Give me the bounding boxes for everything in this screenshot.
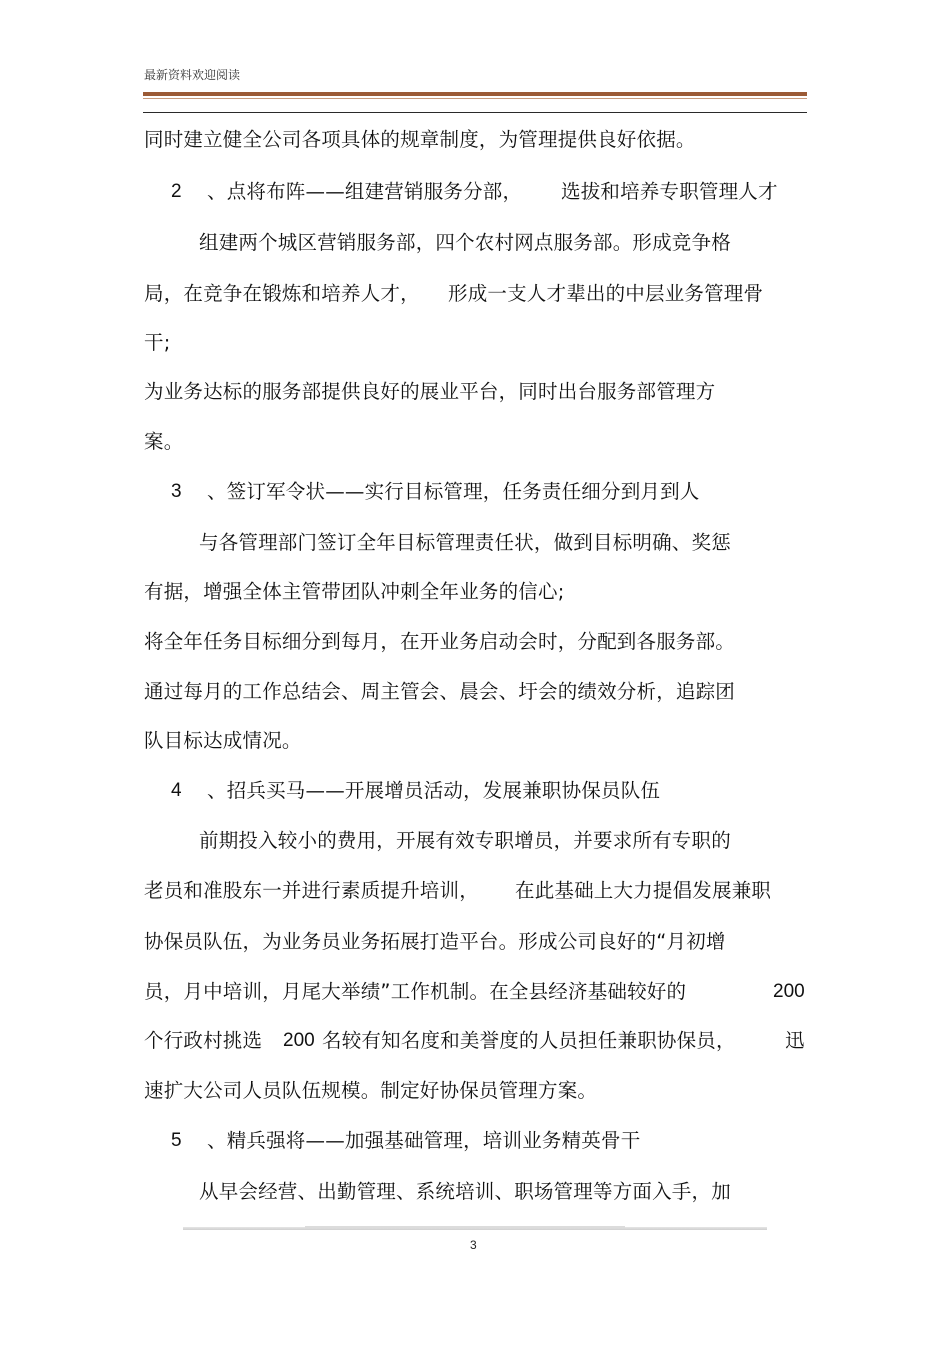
paragraph-line: 从早会经营、出勤管理、系统培训、职场管理等方面入手，加 — [199, 1180, 731, 1203]
paragraph-line: 干; — [144, 331, 171, 354]
paragraph-line: 形成一支人才辈出的中层业务管理骨 — [448, 282, 764, 305]
paragraph-line: 有据，增强全体主管带团队冲刺全年业务的信心; — [144, 580, 565, 603]
page-number: 3 — [470, 1238, 477, 1252]
section-number: 4 — [171, 780, 182, 801]
paragraph-line: 局，在竞争在锻炼和培养人才， — [144, 282, 420, 305]
header-rule-thick — [143, 92, 807, 96]
paragraph-line: 案。 — [144, 430, 184, 453]
inline-number: 200 — [283, 1030, 315, 1051]
paragraph-line: 通过每月的工作总结会、周主管会、晨会、圩会的绩效分析，追踪团 — [144, 680, 736, 703]
section-heading-cont: 选拔和培养专职管理人才 — [561, 180, 778, 203]
paragraph-line: 在此基础上大力提倡发展兼职 — [515, 879, 772, 902]
header-rule-bottom — [143, 112, 807, 113]
section-heading: 、点将布阵——组建营销服务分部， — [207, 180, 523, 203]
section-heading: 、精兵强将——加强基础管理，培训业务精英骨干 — [207, 1129, 641, 1152]
inline-number: 200 — [773, 981, 805, 1002]
paragraph-line: 队目标达成情况。 — [144, 729, 302, 752]
page-header-text: 最新资料欢迎阅读 — [144, 68, 241, 82]
section-heading: 、招兵买马——开展增员活动，发展兼职协保员队伍 — [207, 779, 661, 802]
paragraph-line: 个行政村挑选 — [144, 1029, 263, 1052]
section-number: 3 — [171, 481, 182, 502]
paragraph-line: 老员和准股东一并进行素质提升培训， — [144, 879, 479, 902]
paragraph-line: 为业务达标的服务部提供良好的展业平台，同时出台服务部管理方 — [144, 380, 716, 403]
header-rule-thin — [143, 98, 807, 99]
section-number: 5 — [171, 1130, 182, 1151]
paragraph-line: 与各管理部门签订全年目标管理责任状，做到目标明确、奖惩 — [199, 531, 731, 554]
paragraph-line: 组建两个城区营销服务部，四个农村网点服务部。形成竞争格 — [199, 231, 731, 254]
paragraph-line: 将全年任务目标细分到每月，在开业务启动会时，分配到各服务部。 — [144, 630, 736, 653]
paragraph-line: 名较有知名度和美誉度的人员担任兼职协保员， — [322, 1029, 736, 1052]
paragraph-line: 协保员队伍，为业务员业务拓展打造平台。形成公司良好的“月初增 — [144, 930, 726, 953]
paragraph-line: 速扩大公司人员队伍规模。制定好协保员管理方案。 — [144, 1079, 598, 1102]
paragraph-line: 员，月中培训，月尾大举绩”工作机制。在全县经济基础较好的 — [144, 980, 687, 1003]
paragraph-line: 前期投入较小的费用，开展有效专职增员，并要求所有专职的 — [199, 829, 731, 852]
footer-rule-highlight — [305, 1226, 625, 1228]
paragraph-line: 同时建立健全公司各项具体的规章制度，为管理提供良好依据。 — [144, 128, 696, 151]
paragraph-line: 迅 — [785, 1029, 805, 1052]
section-number: 2 — [171, 181, 182, 202]
section-heading: 、签订军令状——实行目标管理，任务责任细分到月到人 — [207, 480, 700, 503]
